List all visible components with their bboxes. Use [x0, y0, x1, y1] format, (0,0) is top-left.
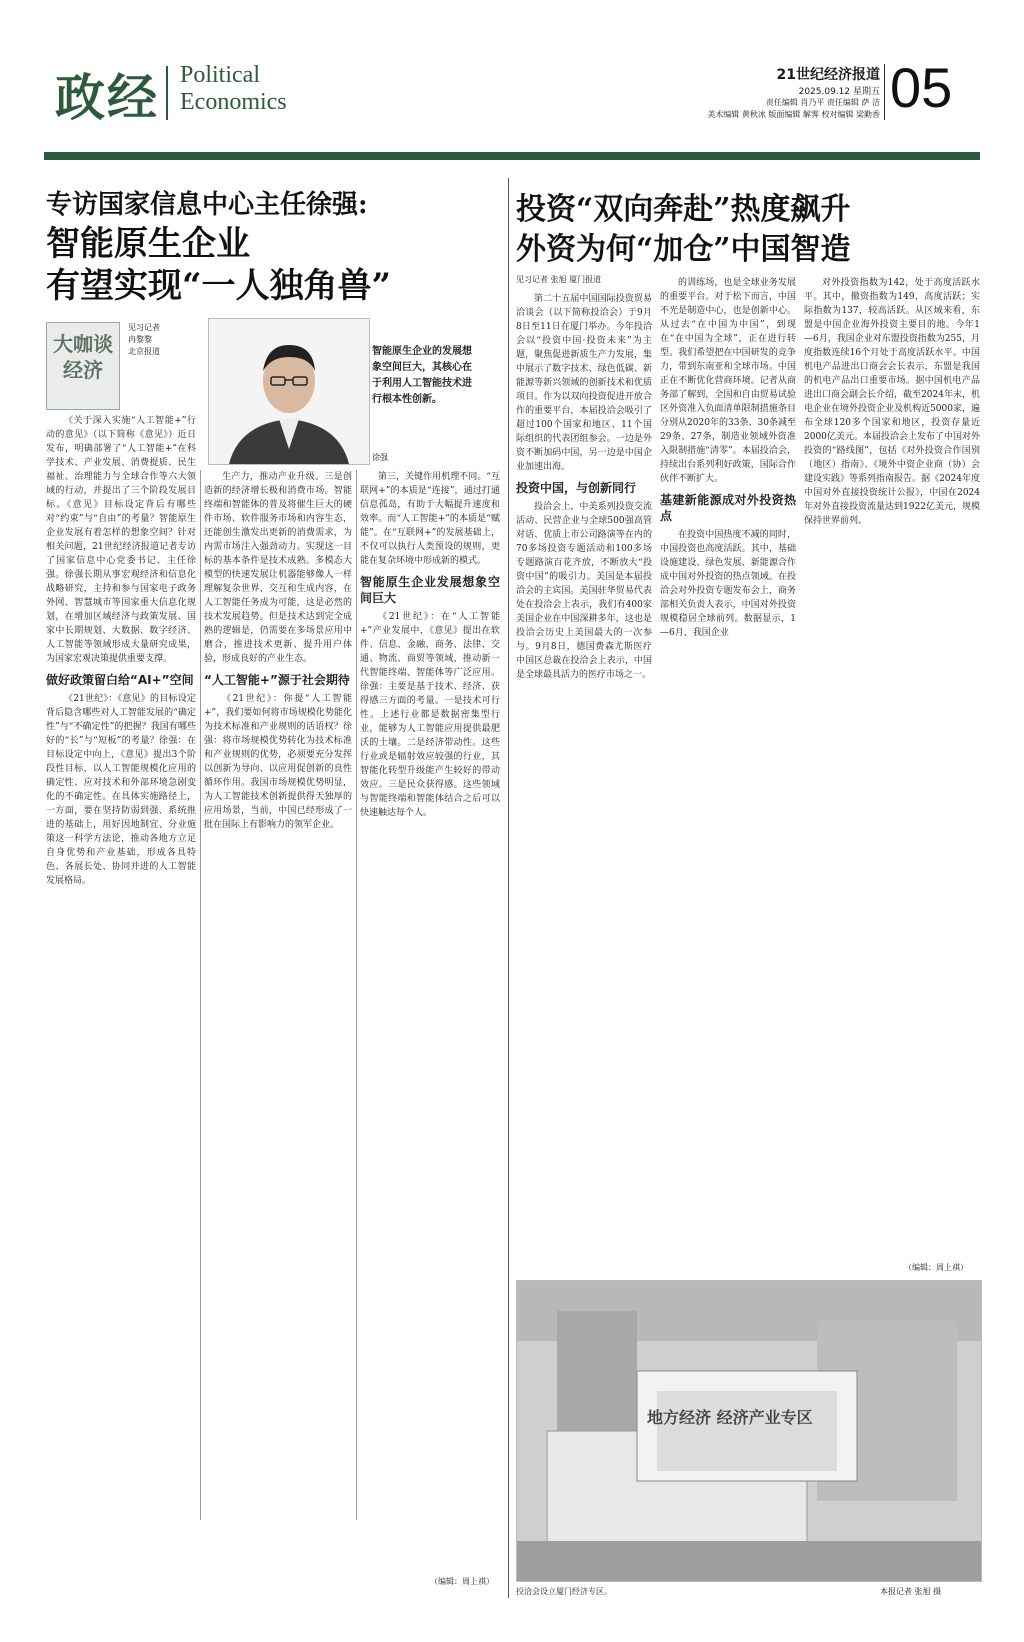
column-divider	[200, 470, 201, 1520]
expo-photo-svg	[517, 1281, 981, 1581]
column-logo-text: 大咖谈经济	[53, 332, 113, 382]
left-column-2	[204, 470, 352, 1520]
portrait-photo	[208, 318, 370, 465]
right-editor-note: （编辑：周上祺）	[904, 1263, 968, 1272]
editor-credits-line1: 责任编辑 肖乃平 责任编辑 萨 洁	[765, 98, 880, 107]
right-col3-text: 对外投资指数为142，处于高度活跃水平。其中，撤资指数为149，高度活跃；实际指数为137，较高活跃。从区域来看，东盟是中国企业海外投资主要目的地。今年1—6月，我国企业对东盟投资指数为255，月度指数连续16个月处于高度活跃水平。中国机电产品进出口商会会长表示，东盟是我国的机电产品出口重要市场。据中国机电产品进出口商会副会长介绍，截至2024年末，机电企业在境外投资企业及机构近5000家，遍布全球120多个国家和地区，投资存量近2000亿美元。本届投洽会上发布了中国对外投资的“路线图”，包括《对外投资合作国别（地区）指南》、《境外中资企业商（协）会建设实践》等系列指南报告。据《2024年度中国对外直接投资统计公报》，中国在2024年对外直接投资流量达到1922亿美元，规模保持世界前列。	[804, 278, 980, 526]
right-headline-line2: 外资为何“加仓”中国智造	[516, 232, 851, 267]
right-subhead-2: 基建新能源成对外投资热点	[660, 493, 796, 523]
pull-quote: 智能原生企业的发展想象空间巨大，其核心在于利用人工智能技术进行根本性创新。	[372, 346, 472, 405]
right-headline-line1: 投资“双向奔赴”热度飙升	[516, 192, 851, 227]
left-column-1	[46, 414, 196, 1520]
editor-credits	[660, 97, 880, 121]
article-divider	[508, 178, 509, 1598]
right-column-2	[660, 276, 796, 1272]
section-title-en	[180, 62, 287, 116]
left-subhead-1: 做好政策留白给“AI+”空间	[46, 673, 194, 687]
right-col1-text: 第二十五届中国国际投资贸易洽谈会（以下简称投洽会）于9月8日至11日在厦门举办。今年投洽会以“投资中国·投资未来”为主题，聚焦促进新质生产力发展，集中展示了数字技术、绿色低碳、新能源等新兴领域的创新技术和优质项目。作为以双向投资促进开放合作的重要平台，本届投洽会吸引了超过100个国家和地区、11个国际组织的代表团组参会。一边是外资不断加码中国，另一边是中国企业加速出海。	[516, 294, 652, 472]
right-col2-text: 的训练场，也是全球业务发展的重要平台。对于松下而言，中国不光是制造中心，也是创新中心。从过去“在中国为中国”，到现在“在中国为全球”，正在进行转型。我们希望把在中国研发的竞争力，带到东南亚和全球市场。中国正在不断优化营商环境。记者从商务部了解到，全国和自由贸易试验区外资准入负面清单限制措施条目分别从2020年的33条、30条减至29条、27条，制造业领域外资准入限制措施“清零”。本届投洽会，持续出台系列利好政策，国际合作伙伴不断扩大。	[660, 278, 796, 484]
right-subhead-1: 投资中国，与创新同行	[516, 481, 637, 495]
issue-date: 2025.09.12 星期五	[798, 87, 880, 97]
left-col1b-text: 《21世纪》：《意见》的目标设定背后隐含哪些对人工智能发展的“确定性”与“不确定性”的把握？我国有哪些好的“长”与“短板”的考量？徐强：在目标设定中向上，《意见》提出3个阶段性目标，以人工智能规模化应用的确定性、应对技术和外部环境急剧变化的不确定性。在具体实施路径上，一方面，要在坚持防弱到强、系统推进的基础上，用好因地制宜、分业施策这一科学方法论，推动各地方立足自身优势和产业基础，形成各具特色、各展长处、协同并进的人工智能发展格局。	[46, 694, 196, 886]
right-col1b-text: 投洽会上，中美系列投资交流活动、民营企业与全球500强高管对话、优质上市公司路演等在内的70多场投资专题活动和100多场专题路演百花齐放，不断放大“投资中国”的吸引力。美国是本届投洽会的主宾国。美国驻华贸易代表处在投洽会上表示，我们有400家美国企业在中国深耕多年，这也是投洽会历史上美国最大的一次参与。9月8日，德国费森尤斯医疗中国区总裁在投洽会上表示，中国是全球最具活力的医疗市场之一。	[516, 502, 652, 680]
page-number-divider	[884, 64, 885, 120]
left-editor-note: （编辑：周上祺）	[430, 1577, 494, 1586]
section-title-cn: 政经	[55, 68, 159, 127]
byline-role: 见习记者	[128, 323, 160, 332]
left-subhead-2: “人工智能+”源于社会期待	[204, 673, 350, 687]
left-col3-text: 第三，关键作用机理不同。“互联网+”的本质是“连接”，通过打通信息孤岛，有助于大幅提升速度和效率。而“人工智能+”的本质是“赋能”。在“互联网+”的发展基础上，不仅可以执行人类预设的规则，更能在复杂环境中形成新的模式。	[360, 472, 500, 566]
expo-photo	[516, 1280, 982, 1582]
right-byline: 见习记者 张旭 厦门报道	[516, 275, 602, 284]
left-col3b-text: 《21世纪》：在“人工智能+”产业发展中，《意见》提出在软件、信息、金融、商务、法律、交通、物流、商贸等领域，推动新一代智能终端、智能体等广泛应用。徐强：主要是基于技术、经济、获得感三方面的考量。一是技术可行性。上述行业都是数据密集型行业，能够为人工智能应用提供最肥沃的土壤。二是经济带动性。这些行业或是辐射效应较强的行业，其智能化转型升级能产生较好的带动效应。三是民众获得感。这些领域与智能终端和智能体结合之后可以快速触达每个人。	[360, 612, 500, 818]
right-column-3	[804, 276, 980, 1276]
left-col1-text: 《关于深入实施“人工智能+”行动的意见》（以下简称《意见》）近日发布，明确部署了“人工智能+”在科学技术、产业发展、消费提质、民生福祉、治理能力与全球合作等六大领域的行动，并提出了三个阶段发展目标。《意见》目标设定背后有哪些对“约束”与“自由”的考量？智能原生企业发展有着怎样的想象空间？针对相关问题，21世纪经济报道记者专访了国家信息中心党委书记、主任徐强。徐强长期从事宏观经济和信息化战略研究，主持和参与国家电子政务外网、智慧城市等国家重大信息化规划，在增加区域经济与政策发展、国家中长期规划、大数据、数字经济、人工智能等领域形成大量研究成果，为国家宏观决策提供重要支撑。	[46, 416, 196, 664]
left-col2-text: 生产力，推动产业升级。三是创造新的经济增长极和消费市场。智能终端和智能体的普及将催生巨大的硬件市场、软件服务市场和内容生态，还能创生激发出更新的消费需求，为内需市场注入强劲动力。实现这一目标的基本条件是技术成熟。多模态大模型的快速发展让机器能够像人一样理解复杂世界、交互和生成内容，在人工智能任务成为可能，这是必然的技术发展趋势。但是技术达到完全成熟的逻辑是，仍需要在多场景应用中磨合，推进技术更新、提升用户体验，形成良好的产业生态。	[204, 472, 352, 664]
left-column-3	[360, 470, 500, 1520]
right-col2b-text: 在投资中国热度不减的同时，中国投资也高度活跃。其中，基础设施建设、绿色发展、新能源合作成中国对外投资的热点领域。在投洽会对外投资专题发布会上，商务部相关负责人表示，中国对外投资规模稳居全球前列。数据显示，1—6月，我国企业	[660, 530, 796, 638]
right-column-1	[516, 292, 652, 1272]
left-byline	[128, 322, 188, 358]
left-headline-line1: 智能原生企业	[46, 224, 250, 264]
column-logo	[46, 322, 120, 410]
byline-name: 冉黎黎	[128, 335, 152, 344]
left-headline-line2: 有望实现“一人独角兽”	[46, 266, 392, 306]
left-kicker: 专访国家信息中心主任徐强:	[46, 190, 368, 220]
column-divider	[356, 470, 357, 1520]
byline-location: 北京报道	[128, 347, 160, 356]
page-number: 05	[890, 56, 953, 119]
masthead-divider	[166, 66, 168, 120]
portrait-caption: 徐强	[372, 453, 388, 462]
section-title-en-line2: Economics	[180, 89, 287, 115]
newspaper-name: 21世纪经济报道	[776, 67, 880, 83]
left-subhead-3: 智能原生企业发展想象空间巨大	[360, 575, 500, 605]
booth-sign: 地方经济 经济产业专区	[647, 1408, 813, 1427]
expo-photo-caption: 投洽会设立厦门经济专区。	[516, 1587, 612, 1596]
section-bar	[44, 152, 980, 160]
section-title-en-line1: Political	[180, 62, 260, 88]
left-col2b-text: 《21世纪》：你提“人工智能+”，我们要如何将市场规模化势能化为技术标准和产业规则的话语权？徐强：将市场规模优势转化为技术标准和产业规则的优势，必须要充分发挥以创新为导向、以应用促创新的良性循环作用。我国市场规模优势明显，为人工智能技术创新提供得天独厚的应用场景，当前，中国已经形成了一批在国际上有影响力的领军企业。	[204, 694, 352, 830]
expo-photo-credit: 本报记者 张旭 摄	[880, 1587, 942, 1596]
editor-credits-line2: 美术编辑 黄秋冰 版面编辑 解霁 校对编辑 梁勤香	[707, 110, 880, 119]
portrait-svg	[209, 319, 369, 464]
